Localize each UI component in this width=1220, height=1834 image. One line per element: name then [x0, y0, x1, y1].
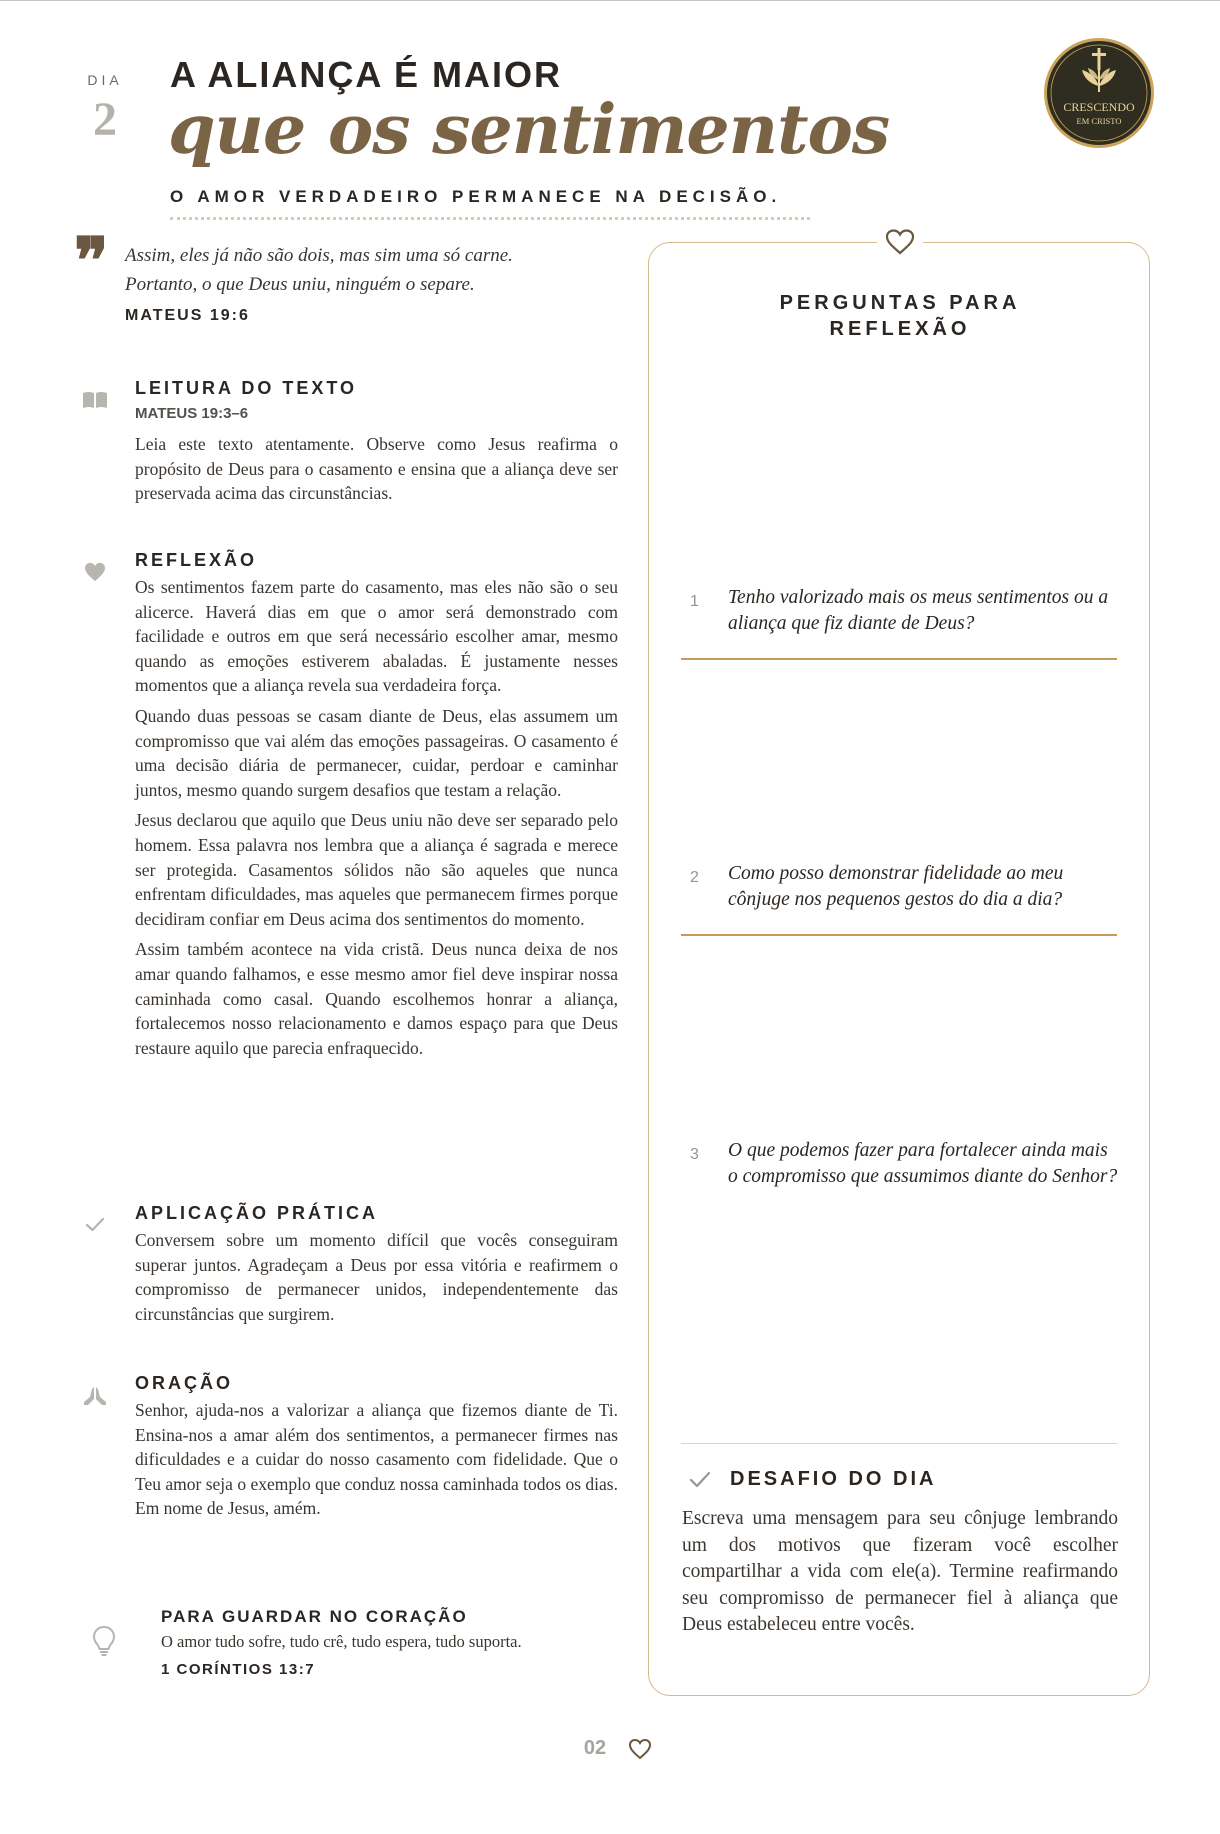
verse-reference: MATEUS 19:6 [125, 307, 250, 324]
question-number: 3 [690, 1146, 699, 1163]
leitura-text: Leia este texto atentamente. Observe como Jesus reafirma o propósito de Deus para o casamento e ensina que a aliança deve ser preservada acima das circunstâncias. [135, 434, 618, 504]
heart-icon [80, 557, 110, 587]
perguntas-title-line2: REFLEXÃO [829, 318, 971, 340]
reflexao-text [135, 575, 618, 1066]
check-icon [80, 1210, 110, 1240]
crescendo-em-cristo-logo [1042, 36, 1156, 150]
oracao-title: ORAÇÃO [135, 1373, 233, 1393]
oracao-text: Senhor, ajuda-nos a valorizar a aliança que fizemos diante de Ti. Ensina-nos a amar além dos sentimentos, a permanecer firmes nas dificuldades e a cuidar do nosso casamento com fidelidade. Que o Teu amor seja o exemplo que conduz nossa caminhada todos os dias. Em nome de Jesus, amém. [135, 1400, 618, 1519]
reflexao-paragraph: Assim também acontece na vida cristã. Deus nunca deixa de nos amar quando falhamos, e esse mesmo amor fiel deve inspirar nossa caminhada como casal. Quando escolhemos honrar a aliança, fortalecemos nosso relacionamento e damos espaço para que Deus restaure aquilo que parecia enfraquecido. [135, 939, 618, 1058]
question-divider [681, 934, 1117, 936]
book-icon [80, 385, 110, 415]
question-text: Como posso demonstrar fidelidade ao meu cônjuge nos pequenos gestos do dia a dia? [728, 863, 1064, 910]
question-text: O que podemos fazer para fortalecer ainda mais o compromisso que assumimos diante do Senhor? [728, 1140, 1118, 1187]
aplicacao-title: APLICAÇÃO PRÁTICA [135, 1203, 378, 1223]
guardar-text: O amor tudo sofre, tudo crê, tudo espera, tudo suporta. [161, 1632, 522, 1651]
question-number: 2 [690, 869, 699, 886]
praying-hands-icon [80, 1381, 110, 1411]
reflexao-paragraph: Os sentimentos fazem parte do casamento, mas eles não são o seu alicerce. Haverá dias em que o amor será demonstrado com facilidade e outros em que será necessário escolher amar, mesmo quando as emoções estiverem abaladas. É justamente nesses momentos que a aliança revela sua verdadeira força. [135, 577, 618, 696]
quote-icon: ❞ [74, 224, 109, 299]
reflexao-paragraph: Jesus declarou que aquilo que Deus uniu não deve ser separado pelo homem. Essa palavra nos lembra que a aliança é sagrada e merece ser protegida. Casamentos sólidos não são aqueles que nunca enfrentam dificuldades, mas aqueles que permanecem firmes porque decidiram confiar em Deus acima dos sentimentos do momento. [135, 810, 618, 929]
footer-heart-icon [628, 1738, 652, 1760]
logo-text-line1: CRESCENDO [1063, 100, 1135, 114]
reflexao-title: REFLEXÃO [135, 550, 258, 570]
guardar-title: PARA GUARDAR NO CORAÇÃO [161, 1607, 468, 1626]
day-number: 2 [93, 93, 117, 146]
leitura-title: LEITURA DO TEXTO [135, 378, 358, 398]
day-label: DIA [87, 72, 123, 88]
question-number: 1 [690, 593, 699, 610]
page-subtitle: O AMOR VERDADEIRO PERMANECE NA DECISÃO. [170, 187, 782, 206]
verse-text [125, 241, 605, 299]
desafio-divider [681, 1443, 1117, 1444]
desafio-title: DESAFIO DO DIA [730, 1468, 937, 1490]
top-border [0, 0, 1220, 1]
title-divider [170, 217, 810, 220]
guardar-reference: 1 CORÍNTIOS 13:7 [161, 1661, 316, 1678]
leitura-reference: MATEUS 19:3–6 [135, 405, 249, 422]
reflexao-paragraph: Quando duas pessoas se casam diante de Deus, elas assumem um compromisso que vai além das emoções passageiras. O casamento é uma decisão diária de permanecer, cuidar, perdoar e caminhar juntos, mesmo quando surgem desafios que testam a relação. [135, 705, 618, 800]
page-title-script: que os sentimentos [168, 90, 890, 170]
verse-line-2: Portanto, o que Deus uniu, ninguém o separe. [125, 274, 475, 295]
check-icon [688, 1468, 712, 1492]
desafio-text: Escreva uma mensagem para seu cônjuge lembrando um dos motivos que fizeram você escolher compartilhar a vida com ele(a). Termine reafirmando seu compromisso de permanecer fiel à aliança que Deus estabeleceu entre vocês. [682, 1508, 1118, 1635]
logo-text-line2: EM CRISTO [1076, 116, 1122, 126]
lightbulb-icon [90, 1625, 118, 1657]
question-text: Tenho valorizado mais os meus sentimentos ou a aliança que fiz diante de Deus? [728, 587, 1109, 634]
question-divider [681, 658, 1117, 660]
perguntas-title [700, 290, 1100, 342]
verse-line-1: Assim, eles já não são dois, mas sim uma só carne. [125, 245, 513, 266]
page-number: 02 [583, 1737, 607, 1759]
card-heart-icon [877, 225, 923, 259]
perguntas-title-line1: PERGUNTAS PARA [779, 292, 1021, 314]
aplicacao-text: Conversem sobre um momento difícil que vocês conseguiram superar juntos. Agradeçam a Deus por essa vitória e reafirmem o compromisso de permanecer unidos, independentemente das circunstâncias que surgirem. [135, 1230, 618, 1324]
page-title: A ALIANÇA É MAIOR [170, 54, 562, 95]
